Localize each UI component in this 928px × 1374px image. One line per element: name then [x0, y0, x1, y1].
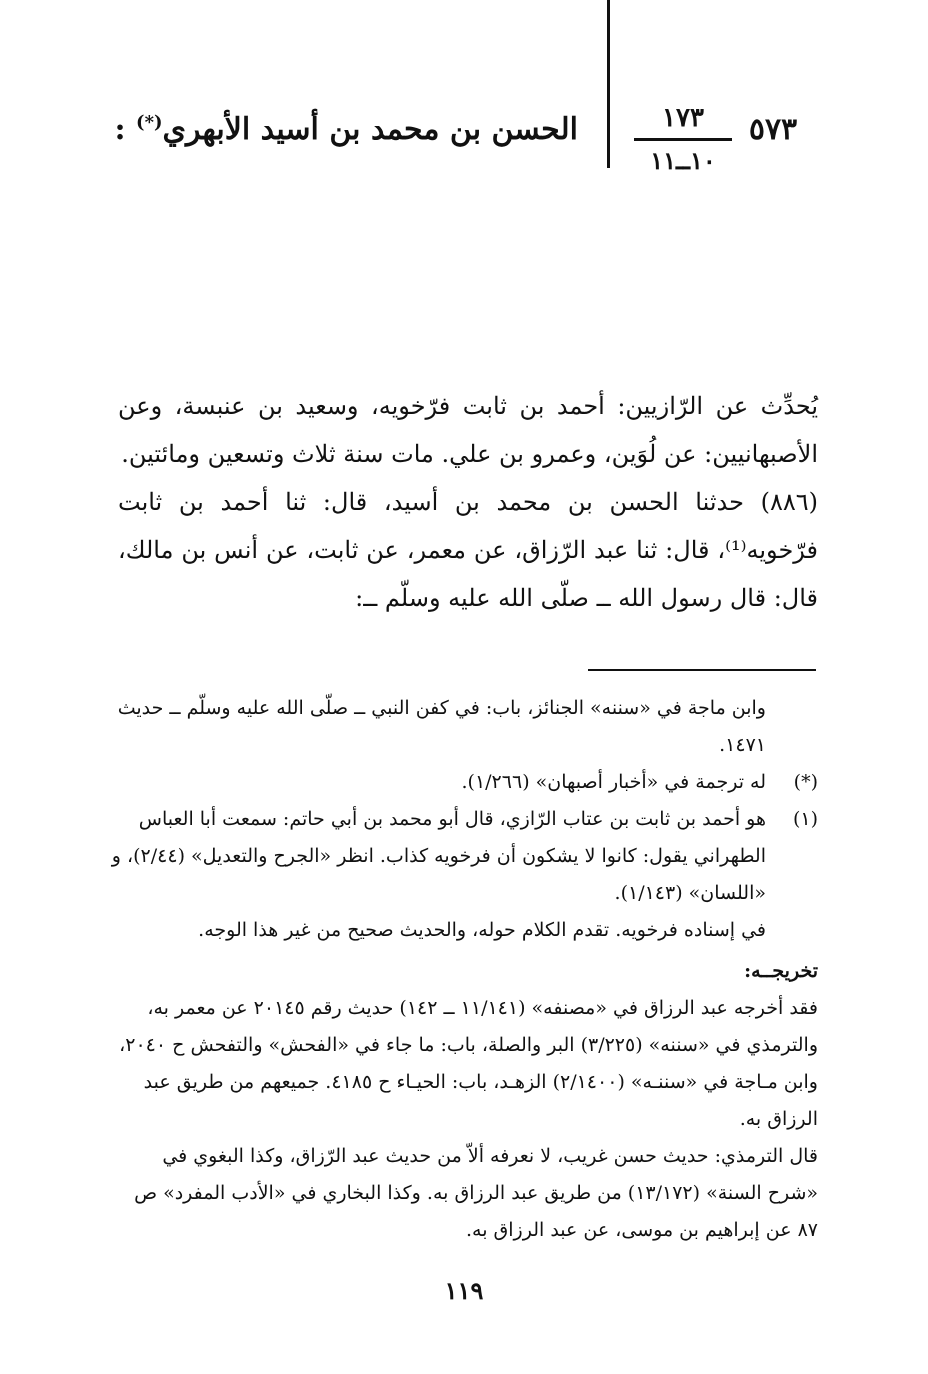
entry-fraction — [628, 100, 738, 179]
takhrij-paragraph-2: قال الترمذي: حديث حسن غريب، لا نعرفه ألاّ من حديث عبد الرّزاق، وكذا البغوي في «شرح السنة» (١٣/١٧٢) من طريق عبد الرزاق به. وكذا البخاري في «الأدب المفرد» ص ٨٧ عن إبراهيم بن موسى، عن عبد الرزاق به. — [134, 1145, 818, 1241]
header-vertical-rule — [607, 0, 610, 168]
footnote-separator — [588, 669, 816, 671]
footnote-one-mark: (١) — [792, 808, 818, 830]
isnad-note: في إسناده فرخويه. تقدم الكلام حوله، والحديث صحيح من غير هذا الوجه. — [198, 919, 766, 941]
footnote-star — [108, 764, 818, 801]
takhrij-heading: تخريجــه: — [744, 960, 818, 982]
hadith-paragraph: (٨٨٦) حدثنا الحسن بن محمد بن أسيد، قال: ثنا أحمد بن ثابت فرّخويه⁽¹⁾، قال: ثنا عبد الرّزاق، عن معمر، عن ثابت، عن أنس بن مالك، قال: قال رسول الله ــ صلّى الله عليه وسلّم ــ: — [118, 488, 818, 612]
main-text — [118, 382, 818, 622]
fraction-bottom: ١٠ــ١١ — [650, 146, 716, 175]
takhrij-paragraph-1: فقد أخرجه عبد الرزاق في «مصنفه» (١١/١٤١ ــ ١٤٢) حديث رقم ٢٠١٤٥ عن معمر به، والترمذي في «سننه» (٣/٢٢٥) البر والصلة، باب: ما جاء في «الفحش» والتفحش ح ٢٠٤٠، وابن مـاجة في «سننـه» (٢/١٤٠٠) الزهـد، باب: الحيـاء ح ٤١٨٥. جميعهم من طريق عبد الرزاق به. — [119, 997, 818, 1130]
body-paragraph: يُحدِّث عن الرّازيين: أحمد بن ثابت فرّخويه، وسعيد بن عنبسة، وعن الأصبهانيين: عن لُوَين، وعمرو بن علي. مات سنة ثلاث وتسعين ومائتين. — [118, 392, 818, 468]
fraction-top: ١٧٣ — [662, 103, 704, 133]
entry-heading — [114, 112, 578, 147]
footnotes — [108, 690, 818, 1249]
footnote-one-text: هو أحمد بن ثابت بن عتاب الرّازي، قال أبو محمد بن أبي حاتم: سمعت أبا العباس الطهراني يقول: كانوا لا يشكون أن فرخويه كذاب. انظر «الجرح والتعديل» (٢/٤٤)، و «اللسان» (١/١٤٣). — [111, 808, 766, 904]
fraction-bar — [634, 138, 732, 141]
entry-number: ٥٧٣ — [748, 112, 798, 147]
heading-tail: : — [114, 112, 137, 147]
page-number: ١١٩ — [444, 1276, 484, 1305]
footnote-star-text: له ترجمة في «أخبار أصبهان» (١/٢٦٦). — [461, 771, 766, 793]
footnote-continuation: وابن ماجة في «سننه» الجنائز، باب: في كفن النبي ــ صلّى الله عليه وسلّم ــ حديث ١٤٧١. — [117, 697, 766, 756]
footnote-one — [108, 801, 818, 912]
heading-footnote-mark: (*) — [136, 112, 163, 133]
footnote-star-mark: (*) — [793, 771, 818, 793]
heading-title: الحسن بن محمد بن أسيد الأبهري — [162, 112, 578, 147]
